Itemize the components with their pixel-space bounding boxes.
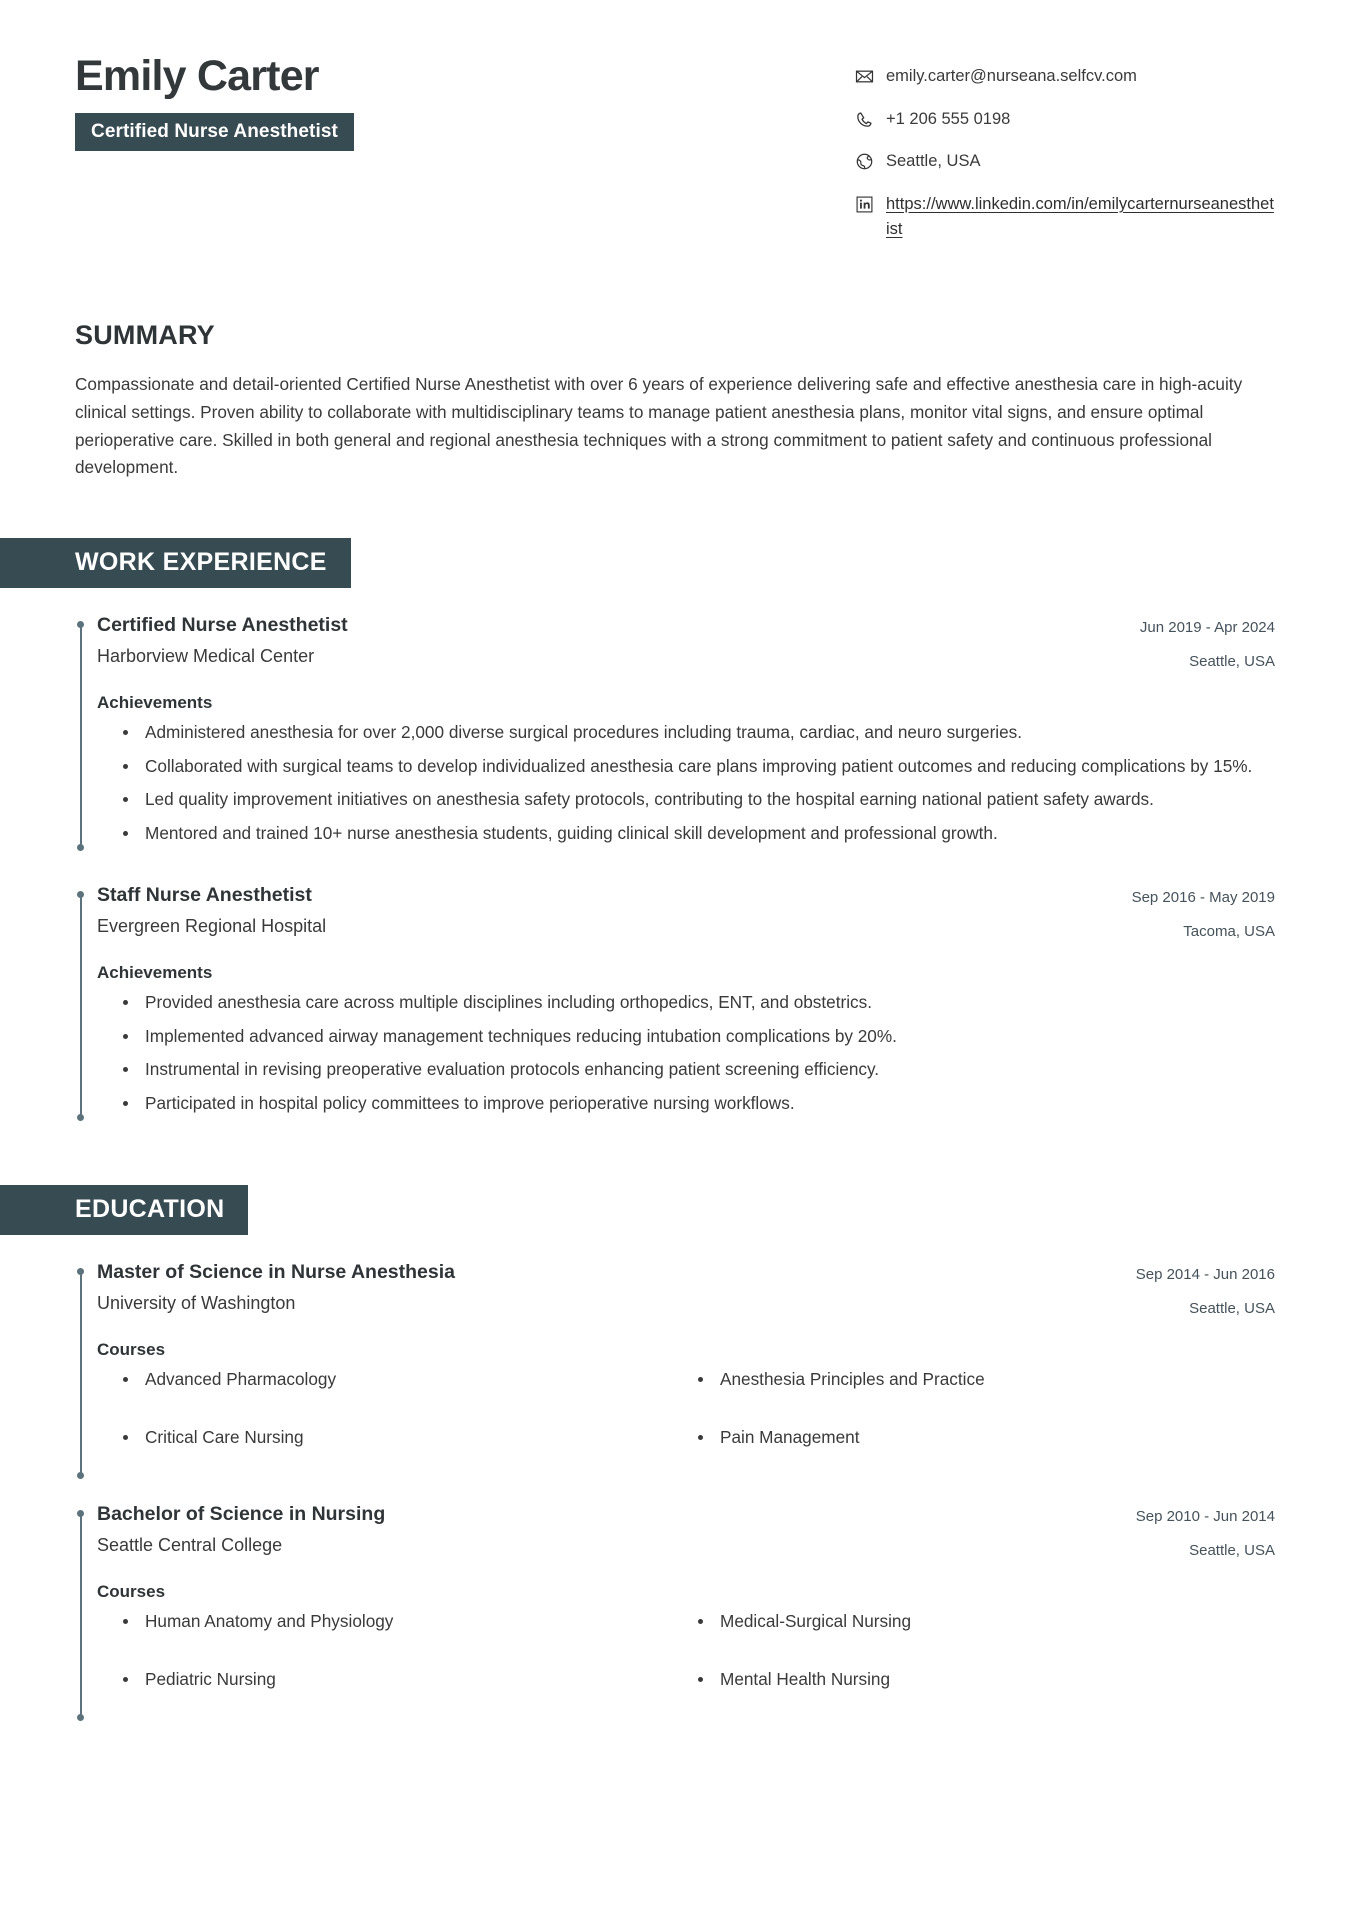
contact-item-location: [855, 149, 1275, 175]
timeline-rail: [75, 891, 86, 1121]
work-entry-head: [97, 884, 1275, 943]
summary-text: Compassionate and detail-oriented Certified Nurse Anesthetist with over 6 years of experience delivering safe and effective anesthesia care in high-acuity clinical settings. Proven ability to collaborate with multidisciplinary teams to manage patient anesthesia plans, monitor vital signs, and ensure optimal perioperative care. Skilled in both general and regional anesthesia techniques with a strong commitment to patient safety and continuous professional development.: [75, 373, 1243, 478]
list-item: Collaborated with surgical teams to develop individualized anesthesia care plans improving patient outcomes and reducing complications by 15%.: [145, 753, 1275, 781]
education-date: Sep 2010 - Jun 2014: [1135, 1508, 1275, 1526]
candidate-title-badge: Certified Nurse Anesthetist: [75, 113, 354, 151]
timeline-dot-top: [77, 891, 84, 898]
education-section: [0, 1185, 1350, 1729]
list-item: Pediatric Nursing: [145, 1666, 700, 1694]
education-heading: EDUCATION: [0, 1185, 248, 1235]
degree-title: Master of Science in Nurse Anesthesia: [97, 1261, 455, 1284]
phone-icon: [855, 110, 874, 129]
degree-title: Bachelor of Science in Nursing: [97, 1503, 386, 1526]
school-name: Seattle Central College: [97, 1534, 283, 1555]
resume-header: [0, 0, 1350, 260]
list-item: Administered anesthesia for over 2,000 diverse surgical procedures including trauma, cardiac, and neuro surgeries.: [145, 719, 1275, 747]
list-item: Advanced Pharmacology: [145, 1366, 700, 1394]
timeline-line: [80, 1515, 82, 1716]
timeline-dot-top: [77, 621, 84, 628]
list-item: Human Anatomy and Physiology: [145, 1608, 700, 1636]
list-item: Participated in hospital policy committees to improve perioperative nursing workflows.: [145, 1090, 1275, 1118]
work-entry-head: [97, 614, 1275, 673]
work-location: Tacoma, USA: [1183, 922, 1275, 940]
contact-item-linkedin: [855, 192, 1275, 243]
list-item: Anesthesia Principles and Practice: [720, 1366, 1275, 1394]
list-item: Critical Care Nursing: [145, 1424, 700, 1452]
education-entry-left: [97, 1503, 1116, 1557]
contact-list: [855, 50, 1275, 260]
list-item: Medical-Surgical Nursing: [720, 1608, 1275, 1636]
list-item: Mentored and trained 10+ nurse anesthesia students, guiding clinical skill development and professional growth.: [145, 820, 1275, 848]
education-location: Seattle, USA: [1189, 1541, 1275, 1559]
timeline-dot-top: [77, 1510, 84, 1517]
timeline-rail: [75, 1510, 86, 1721]
timeline-dot-top: [77, 1268, 84, 1275]
timeline-line: [80, 626, 82, 846]
work-entry-right: [1140, 614, 1275, 673]
education-entry-head: [97, 1503, 1275, 1562]
work-location: Seattle, USA: [1189, 652, 1275, 670]
timeline-dot-bottom: [77, 1472, 84, 1479]
list-item: Instrumental in revising preoperative evaluation protocols enhancing patient screening efficiency.: [145, 1056, 1275, 1084]
contact-linkedin-text[interactable]: https://www.linkedin.com/in/emilycarternurseanesthetist: [886, 194, 1274, 239]
summary-heading: SUMMARY: [75, 319, 215, 350]
work-entry-right: [1132, 884, 1275, 943]
timeline-rail: [75, 1268, 86, 1479]
education-entries: [0, 1261, 1350, 1729]
education-location: Seattle, USA: [1189, 1299, 1275, 1317]
courses-list: [97, 1608, 1275, 1723]
work-experience-heading: WORK EXPERIENCE: [0, 538, 351, 588]
work-experience-entries: [0, 614, 1350, 1129]
timeline-rail: [75, 621, 86, 851]
work-experience-section: [0, 538, 1350, 1129]
courses-label: Courses: [97, 1582, 166, 1602]
page-bottom-spacer: [0, 1729, 1350, 1849]
education-entry: [75, 1261, 1275, 1487]
work-organization: Evergreen Regional Hospital: [97, 915, 327, 936]
timeline-dot-bottom: [77, 844, 84, 851]
globe-icon: [855, 152, 874, 171]
work-role: Certified Nurse Anesthetist: [97, 614, 348, 637]
candidate-name: Emily Carter: [75, 52, 319, 100]
timeline-line: [80, 896, 82, 1116]
education-date: Sep 2014 - Jun 2016: [1135, 1266, 1275, 1284]
summary-section: [0, 260, 1350, 482]
education-entry-left: [97, 1261, 1116, 1315]
courses-label: Courses: [97, 1340, 166, 1360]
work-entry-left: [97, 884, 1112, 938]
work-achievements-list: [97, 719, 1275, 847]
list-item: Provided anesthesia care across multiple disciplines including orthopedics, ENT, and obstetrics.: [145, 989, 1275, 1017]
courses-list: [97, 1366, 1275, 1481]
contact-item-phone: [855, 107, 1275, 133]
list-item: Implemented advanced airway management techniques reducing intubation complications by 20%.: [145, 1023, 1275, 1051]
work-achievements-list: [97, 989, 1275, 1117]
identity-block: [75, 50, 354, 151]
work-entry: [75, 614, 1275, 859]
education-entry-right: [1136, 1503, 1275, 1562]
work-achievements-label: Achievements: [97, 963, 213, 983]
contact-phone-text[interactable]: +1 206 555 0198: [886, 109, 1011, 128]
work-entry: [75, 884, 1275, 1129]
education-entry-right: [1136, 1261, 1275, 1320]
timeline-dot-bottom: [77, 1114, 84, 1121]
contact-email-text[interactable]: emily.carter@nurseana.selfcv.com: [886, 67, 1137, 85]
work-date: Jun 2019 - Apr 2024: [1139, 619, 1275, 637]
work-entry-left: [97, 614, 1120, 668]
education-entry-head: [97, 1261, 1275, 1320]
list-item: Pain Management: [720, 1424, 1275, 1452]
contact-item-email: [855, 64, 1275, 90]
timeline-dot-bottom: [77, 1714, 84, 1721]
work-date: Sep 2016 - May 2019: [1131, 889, 1275, 907]
education-entry: [75, 1503, 1275, 1729]
work-role: Staff Nurse Anesthetist: [97, 884, 312, 907]
list-item: Led quality improvement initiatives on anesthesia safety protocols, contributing to the hospital earning national patient safety awards.: [145, 786, 1275, 814]
work-organization: Harborview Medical Center: [97, 645, 315, 666]
envelope-icon: [855, 67, 874, 86]
list-item: Mental Health Nursing: [720, 1666, 1275, 1694]
school-name: University of Washington: [97, 1292, 296, 1313]
linkedin-icon: [855, 195, 874, 214]
contact-location-text[interactable]: Seattle, USA: [886, 152, 981, 171]
work-achievements-label: Achievements: [97, 693, 213, 713]
timeline-line: [80, 1273, 82, 1474]
